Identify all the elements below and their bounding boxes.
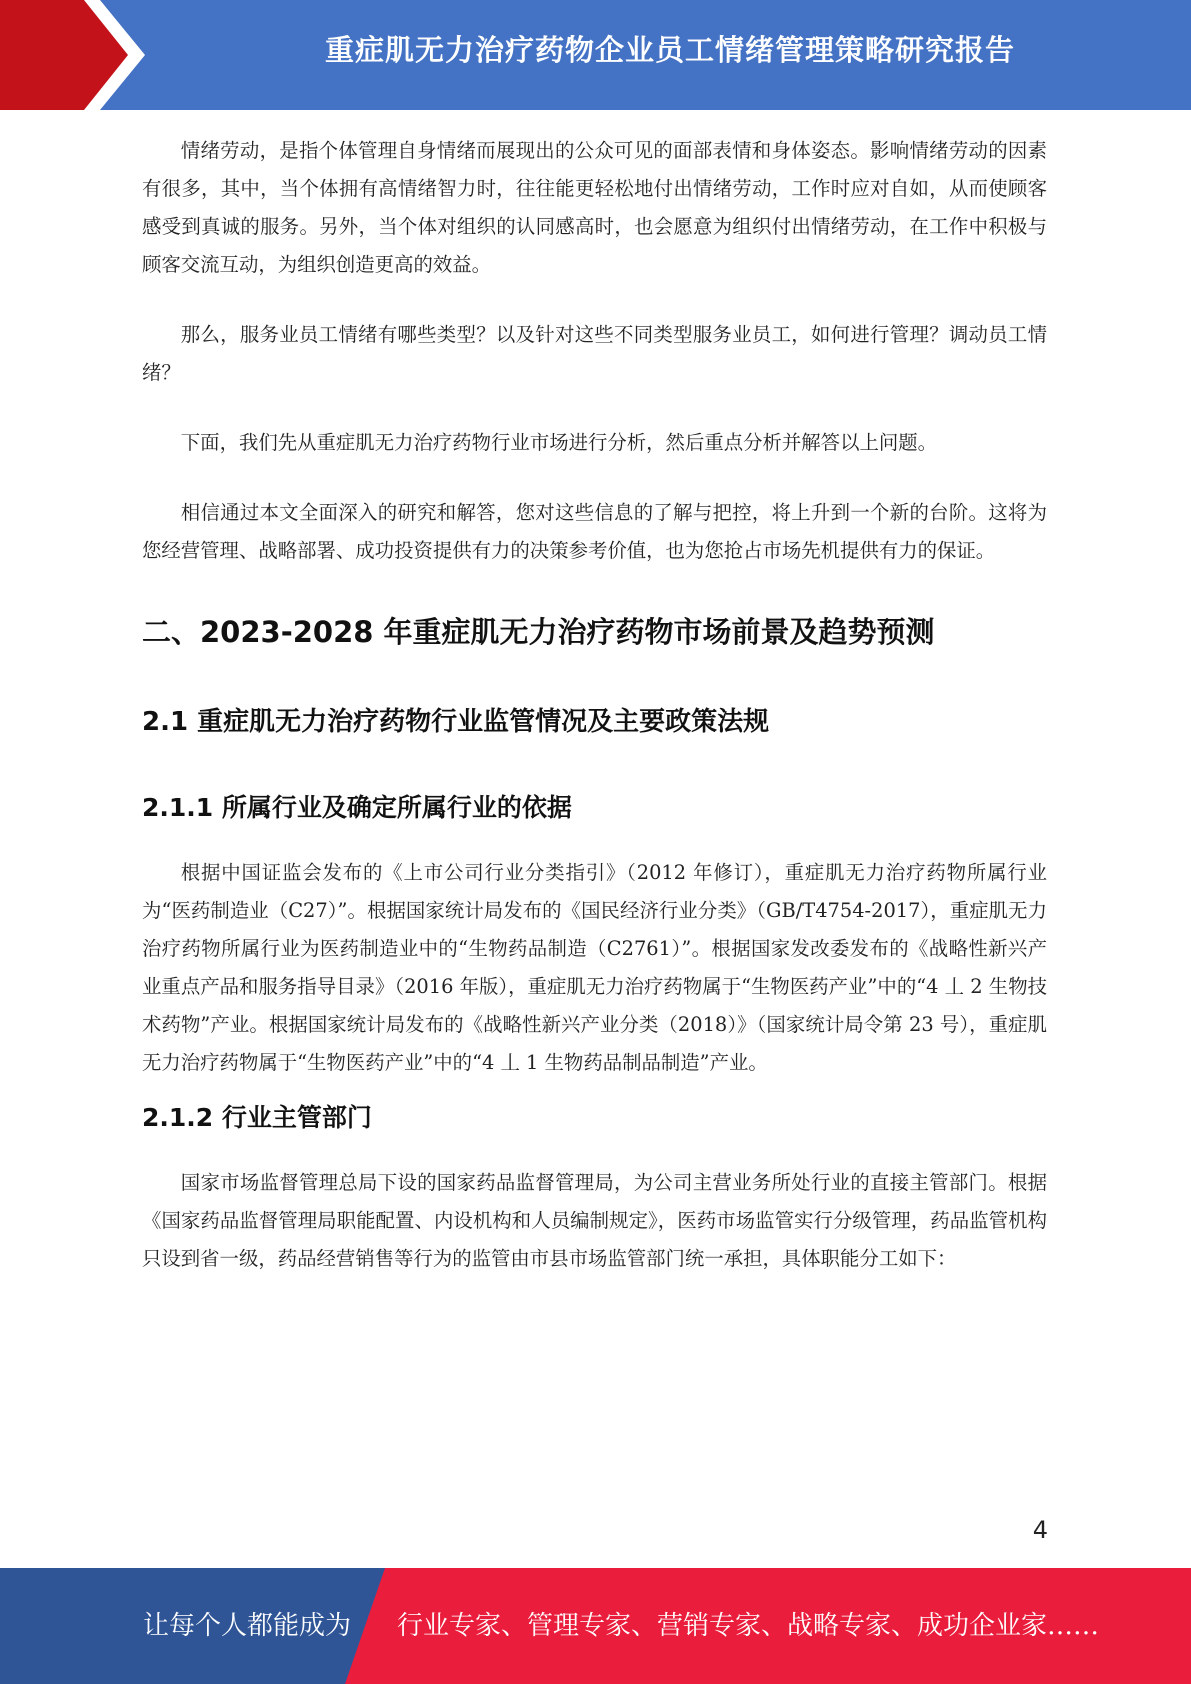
paragraph-analysis-intro: 下面，我们先从重症肌无力治疗药物行业市场进行分析，然后重点分析并解答以上问题。 [180, 431, 938, 454]
subsection-heading: 2.1 重症肌无力治疗药物行业监管情况及主要政策法规 [142, 707, 770, 737]
footer-slogan-right: 行业专家、管理专家、营销专家、战略专家、成功企业家…… [397, 1611, 1100, 1641]
footer-banner [0, 1568, 1191, 1684]
footer-slogan-left: 让每个人都能成为 [143, 1611, 352, 1641]
paragraph-questions: 那么，服务业员工情绪有哪些类型？以及针对这些不同类型服务业员工，如何进行管理？调动员工情绪？ [142, 323, 1047, 384]
paragraph-industry-classification: 根据中国证监会发布的《上市公司行业分类指引》（2012 年修订），重症肌无力治疗药物所属行业为“医药制造业（C27）”。根据国家统计局发布的《国民经济行业分类》（GB/T4754-2017），重症肌无力治疗药物所属行业为医药制造业中的“生物药品制造（C2761）”。根据国家发改委发布的《战略性新兴产业重点产品和服务指导目录》（2016 年版），重症肌无力治疗药物属于“生物医药产业”中的“4 丄 2 生物技术药物”产业。根据国家统计局发布的《战略性新兴产业分类（2018）》（国家统计局令第 23 号），重症肌无力治疗药物属于“生物医药产业”中的“4 丄 1 生物药品制品制造”产业。 [142, 861, 1047, 1074]
paragraph-regulator: 国家市场监督管理总局下设的国家药品监督管理局，为公司主营业务所处行业的直接主管部门。根据《国家药品监督管理局职能配置、内设机构和人员编制规定》，医药市场监管实行分级管理，药品监管机构只设到省一级，药品经营销售等行为的监管由市县市场监管部门统一承担，具体职能分工如下： [142, 1171, 1047, 1270]
page-number: 4 [1032, 1516, 1048, 1544]
header-banner [0, 0, 1191, 110]
subsubsection-heading-regulator: 2.1.2 行业主管部门 [142, 1103, 372, 1132]
main-content [142, 132, 1047, 1278]
header-title: 重症肌无力治疗药物企业员工情绪管理策略研究报告 [324, 33, 1015, 67]
section-heading: 二、2023-2028 年重症肌无力治疗药物市场前景及趋势预测 [142, 615, 935, 649]
subsubsection-heading-industry-basis: 2.1.1 所属行业及确定所属行业的依据 [142, 793, 572, 822]
header-arrow-decoration [0, 0, 160, 110]
paragraph-emotional-labor: 情绪劳动，是指个体管理自身情绪而展现出的公众可见的面部表情和身体姿态。影响情绪劳动的因素有很多，其中，当个体拥有高情绪智力时，往往能更轻松地付出情绪劳动，工作时应对自如，从而使顾客感受到真诚的服务。另外，当个体对组织的认同感高时，也会愿意为组织付出情绪劳动，在工作中积极与顾客交流互动，为组织创造更高的效益。 [142, 139, 1047, 276]
paragraph-value: 相信通过本文全面深入的研究和解答，您对这些信息的了解与把控，将上升到一个新的台阶。这将为您经营管理、战略部署、成功投资提供有力的决策参考价值，也为您抢占市场先机提供有力的保证。 [142, 501, 1047, 562]
